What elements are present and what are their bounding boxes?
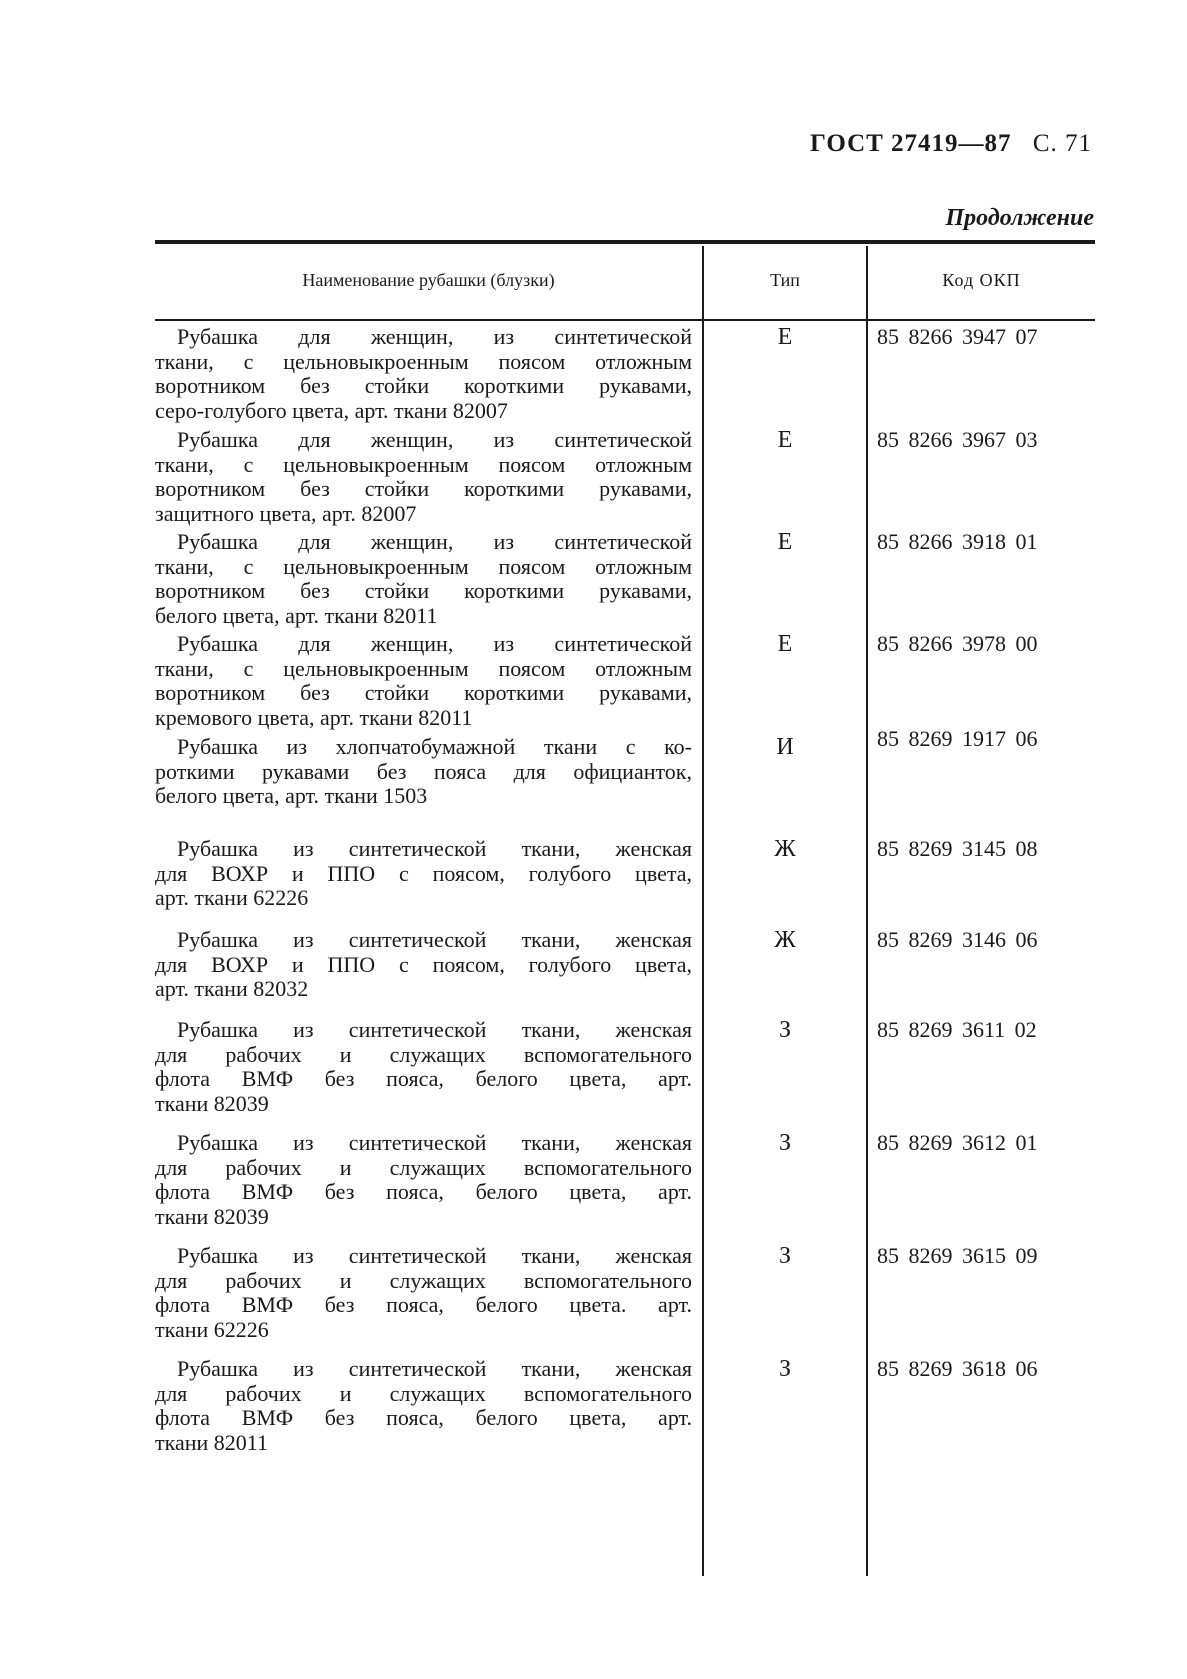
shirt-type: Ж [774, 836, 796, 862]
shirt-name-line: воротником без стойки короткими рукавами, [155, 680, 692, 705]
shirt-name-line: кремового цвета, арт. ткани 82011 [155, 704, 473, 730]
shirt-type: Е [777, 427, 793, 453]
shirt-name-line: ткани 82039 [155, 1203, 269, 1229]
shirt-name-line: ткани 82011 [155, 1429, 268, 1455]
shirt-name [155, 928, 692, 1002]
shirt-type: И [776, 734, 794, 760]
okp-code: 85 8269 3615 09 [877, 1243, 1038, 1268]
shirt-name-line: воротником без стойки короткими рукавами, [155, 373, 692, 398]
table-top-rule [155, 240, 1095, 244]
shirt-name [155, 428, 692, 526]
shirt-name [155, 1018, 692, 1116]
shirt-name-line: Рубашка из синтетической ткани, женская [177, 1243, 692, 1268]
shirt-name-line: воротником без стойки короткими рукавами, [155, 476, 692, 501]
column-header-name: Наименование рубашки (блузки) [302, 270, 555, 290]
shirt-name-line: Рубашка из хлопчатобумажной ткани с ко- [177, 734, 692, 759]
shirt-name-line: для ВОХР и ППО с поясом, голубого цвета, [155, 860, 692, 886]
okp-code: 85 8266 3967 03 [877, 427, 1038, 452]
shirt-type: Ж [774, 927, 796, 953]
shirt-name [155, 735, 692, 809]
shirt-name-line: флота ВМФ без пояса, белого цвета, арт. [155, 1066, 692, 1091]
shirt-name-line: арт. ткани 82032 [155, 976, 309, 1001]
table-header-rule [155, 319, 1095, 321]
okp-code: 85 8269 3618 06 [877, 1356, 1038, 1381]
shirts-table [155, 240, 1095, 1580]
shirt-name-line: для рабочих и служащих вспомогательного [155, 1267, 692, 1293]
shirt-name-line: ткани, с цельновыкроенным поясом отложным [155, 655, 692, 681]
okp-code: 85 8266 3978 00 [877, 631, 1038, 656]
shirt-name-line: для рабочих и служащих вспомогательного [155, 1154, 692, 1180]
shirt-name [155, 837, 692, 911]
shirt-name-line: Рубашка из синтетической ткани, женская [177, 1017, 692, 1042]
shirt-name-line: для рабочих и служащих вспомогательного [155, 1380, 692, 1406]
shirt-name-line: флота ВМФ без пояса, белого цвета, арт. [155, 1179, 692, 1204]
shirt-name [155, 1357, 692, 1455]
shirt-type: З [778, 1017, 792, 1043]
shirt-name-line: ткани 82039 [155, 1090, 269, 1116]
shirt-type: Е [777, 529, 793, 555]
okp-code: 85 8269 3145 08 [877, 836, 1038, 861]
shirt-name-line: ткани, с цельновыкроенным поясом отложным [155, 553, 692, 579]
standard-number: ГОСТ 27419—87 [810, 130, 1012, 157]
okp-code: 85 8269 3146 06 [877, 927, 1038, 952]
shirt-name-line: Рубашка для женщин, из синтетической [177, 529, 692, 554]
shirt-name [155, 632, 692, 730]
shirt-name-line: Рубашка из синтетической ткани, женская [177, 1130, 692, 1155]
shirt-type: З [778, 1130, 792, 1156]
shirt-type: Е [777, 631, 793, 657]
shirt-name-line: белого цвета, арт. ткани 1503 [155, 783, 428, 808]
column-header-type: Тип [770, 270, 800, 290]
shirt-name-line: Рубашка из синтетической ткани, женская [177, 1356, 692, 1381]
okp-code: 85 8269 3612 01 [877, 1130, 1038, 1155]
shirt-name-line: роткими рукавами без пояса для официанток, [155, 758, 692, 784]
column-header-code: Код ОКП [942, 270, 1021, 290]
okp-code: 85 8266 3947 07 [877, 324, 1038, 349]
shirt-name-line: Рубашка для женщин, из синтетической [177, 631, 692, 656]
page-number: С. 71 [1032, 130, 1092, 157]
shirt-name-line: Рубашка для женщин, из синтетической [177, 427, 692, 452]
shirt-name [155, 1244, 692, 1342]
shirt-name [155, 1131, 692, 1229]
shirt-name-line: ткани 62226 [155, 1316, 269, 1342]
okp-code: 85 8269 1917 06 [877, 726, 1038, 751]
shirt-type: З [778, 1356, 792, 1382]
shirt-name-line: для ВОХР и ППО с поясом, голубого цвета, [155, 951, 692, 977]
shirt-name-line: для рабочих и служащих вспомогательного [155, 1041, 692, 1067]
shirt-type: Е [777, 324, 793, 350]
shirt-name-line: ткани, с цельновыкроенным поясом отложным [155, 451, 692, 477]
okp-code: 85 8266 3918 01 [877, 529, 1038, 554]
shirt-name-line: флота ВМФ без пояса, белого цвета, арт. [155, 1405, 692, 1430]
shirt-name [155, 325, 692, 423]
shirt-name-line: защитного цвета, арт. 82007 [155, 500, 417, 526]
shirt-name-line: Рубашка из синтетической ткани, женская [177, 836, 692, 861]
shirt-name-line: арт. ткани 62226 [155, 885, 309, 910]
column-divider-code [866, 246, 868, 1576]
shirt-name-line: белого цвета, арт. ткани 82011 [155, 602, 438, 628]
shirt-name-line: серо-голубого цвета, арт. ткани 82007 [155, 397, 508, 423]
shirt-name-line: флота ВМФ без пояса, белого цвета. арт. [155, 1292, 692, 1317]
shirt-name-line: Рубашка из синтетической ткани, женская [177, 927, 692, 952]
shirt-name-line: ткани, с цельновыкроенным поясом отложным [155, 348, 692, 374]
shirt-name [155, 530, 692, 628]
shirt-name-line: Рубашка для женщин, из синтетической [177, 324, 692, 349]
shirt-name-line: воротником без стойки короткими рукавами, [155, 578, 692, 603]
continuation-label: Продолжение [945, 205, 1094, 231]
okp-code: 85 8269 3611 02 [877, 1017, 1037, 1042]
shirt-type: З [778, 1243, 792, 1269]
page-header [810, 130, 1092, 158]
